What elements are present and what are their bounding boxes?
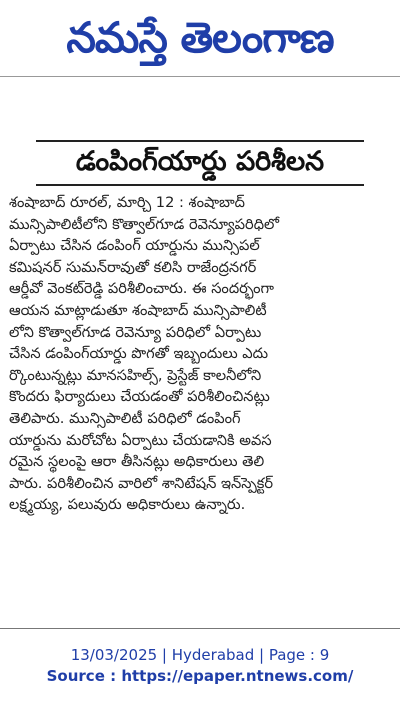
footer-divider xyxy=(0,628,400,629)
article-line: పారు. పరిశీలించిన వారిలో శానిటేషన్ ఇన్‌స్పెక్టర్ xyxy=(9,474,274,492)
article-line: యార్డును మరోచోట ఏర్పాటు చేయడానికి అవస xyxy=(9,431,272,449)
article-line: ర్కొంటున్నట్లు మానసహిల్స్, ప్రెస్టేజ్ కాలనీలోని xyxy=(9,366,262,384)
article-line: కమిషనర్ సుమన్‌రావుతో కలిసి రాజేంద్రనగర్ xyxy=(9,258,257,276)
page-footer xyxy=(0,645,400,687)
headline-bottom-rule xyxy=(36,184,364,186)
masthead-divider xyxy=(0,76,400,77)
source-link[interactable]: Source : https://epaper.ntnews.com/ xyxy=(46,667,354,685)
article-line: కొందరు ఫిర్యాదులు చేయడంతో పరిశీలించినట్లు xyxy=(9,388,270,406)
article-line: తెలిపారు. మున్సిపాలిటీ పరిధిలో డంపింగ్ xyxy=(9,409,241,427)
article-line: ఏర్పాటు చేసిన డంపింగ్ యార్డును మున్సిపల్ xyxy=(9,237,260,255)
article-line: మున్సిపాలిటీలోని కొత్వాల్‌గూడ రెవెన్యూపరిధిలో xyxy=(9,215,280,233)
article-line: చేసిన డంపింగ్‌యార్డు పొగతో ఇబ్బందులు ఎదు xyxy=(9,345,269,363)
newspaper-masthead: నమస్తే తెలంగాణ xyxy=(66,13,334,62)
edition-info: 13/03/2025 | Hyderabad | Page : 9 xyxy=(70,646,330,664)
article-line: ఆర్డీవో వెంకట్‌రెడ్డి పరిశీలించారు. ఈ సందర్భంగా xyxy=(9,280,274,298)
article-line: ఆయన మాట్లాడుతూ శంషాబాద్ మున్సిపాలిటీ xyxy=(9,301,267,319)
article-body xyxy=(9,192,391,516)
article-headline: డంపింగ్‌యార్డు పరిశీలన xyxy=(75,146,325,177)
article-line: లక్ష్మయ్య, పలువురు అధికారులు ఉన్నారు. xyxy=(9,496,246,514)
article-line: శంషాబాద్ రూరల్, మార్చి 12 : శంషాబాద్ xyxy=(9,194,245,211)
article-line: లోని కొత్వాల్‌గూడ రెవెన్యూ పరిధిలో ఏర్పాటు xyxy=(9,323,262,341)
article-line: రమైన స్థలంపై ఆరా తీసినట్లు అధికారులు తెలి xyxy=(9,453,265,471)
